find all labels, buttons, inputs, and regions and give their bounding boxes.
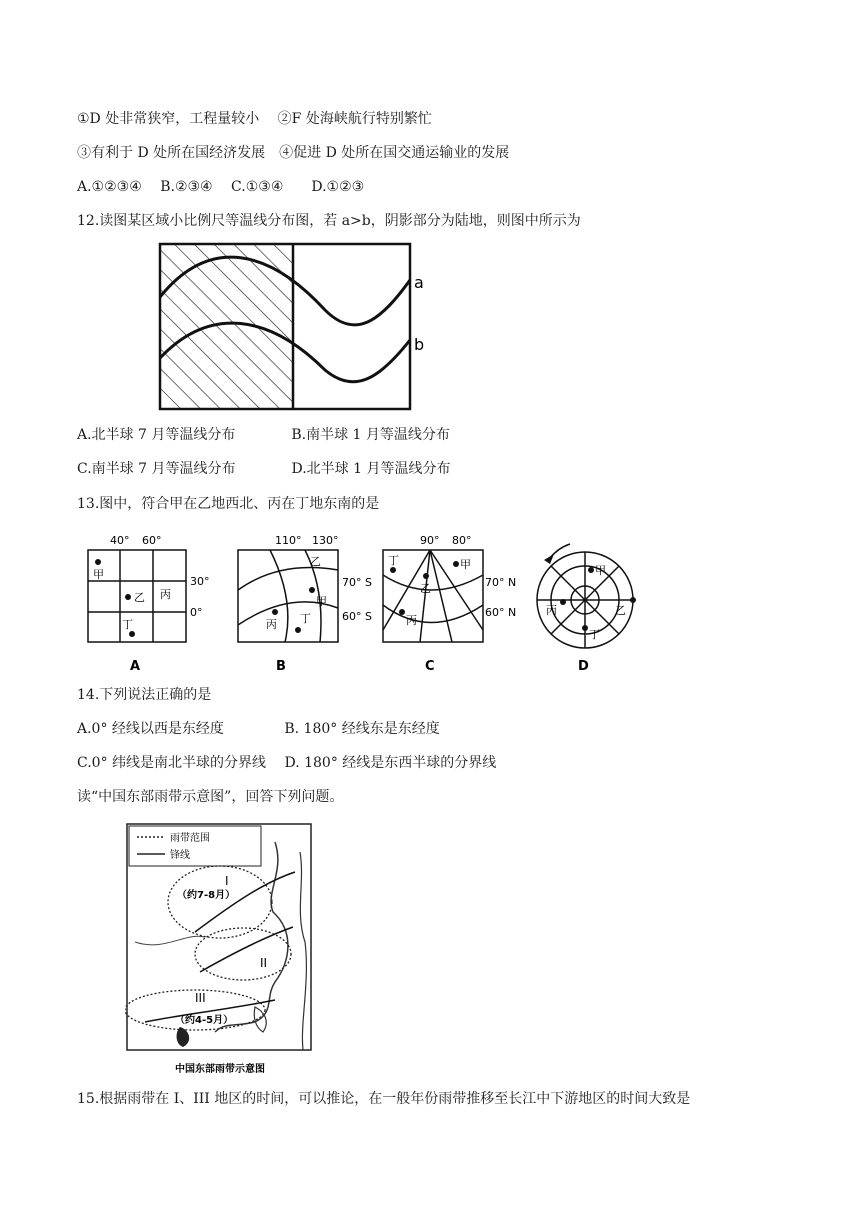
- svg-text:丙: 丙: [160, 588, 171, 601]
- option-line-1: ①D 处非常狭窄，工程量较小 ②F 处海峡航行特别繁忙: [77, 111, 432, 127]
- choice-14-cd: C.0° 纬线是南北半球的分界线 D. 180° 经线是东西半球的分界线: [77, 755, 497, 771]
- svg-text:110°: 110°: [275, 534, 302, 547]
- question-12: 12.读图某区域小比例尺等温线分布图，若 a>b，阴影部分为陆地，则图中所示为: [77, 213, 581, 229]
- svg-text:III: III: [195, 991, 206, 1005]
- svg-text:70° S: 70° S: [342, 576, 372, 589]
- choice-12-ab: A.北半球 7 月等温线分布 B.南半球 1 月等温线分布: [77, 427, 450, 443]
- svg-text:丙: 丙: [546, 604, 557, 617]
- choice-12-cd: C.南半球 7 月等温线分布 D.北半球 1 月等温线分布: [77, 461, 451, 477]
- svg-text:0°: 0°: [190, 606, 203, 619]
- svg-text:（约4-5月）: （约4-5月）: [175, 1015, 234, 1026]
- question-13: 13.图中，符合甲在乙地西北、丙在丁地东南的是: [77, 496, 380, 512]
- caption-C: C: [425, 659, 435, 674]
- svg-text:II: II: [260, 956, 268, 970]
- label-b: b: [414, 335, 425, 354]
- svg-text:90°: 90°: [420, 534, 440, 547]
- svg-text:乙: 乙: [310, 555, 321, 568]
- svg-text:70° N: 70° N: [485, 576, 517, 589]
- svg-text:丁: 丁: [122, 618, 133, 631]
- caption-A: A: [130, 659, 141, 674]
- map-caption: 中国东部雨带示意图: [175, 1064, 265, 1075]
- svg-text:丙: 丙: [406, 614, 417, 627]
- svg-text:丁: 丁: [300, 612, 311, 625]
- svg-text:60°: 60°: [142, 534, 162, 547]
- svg-text:乙: 乙: [134, 591, 145, 604]
- choice-14-ab: A.0° 经线以西是东经度 B. 180° 经线东是东经度: [77, 721, 440, 737]
- svg-text:锋线: 锋线: [170, 850, 190, 861]
- question-15: 15.根据雨带在 I、III 地区的时间，可以推论，在一般年份雨带推移至长江中下游地区的时间大致是: [77, 1091, 691, 1107]
- isotherm-figure: [150, 240, 440, 415]
- answer-choices-11: A.①②③④ B.②③④ C.①③④ D.①②③: [77, 179, 365, 195]
- svg-text:甲: 甲: [595, 564, 606, 577]
- svg-text:丁: 丁: [589, 628, 600, 641]
- svg-text:80°: 80°: [452, 534, 472, 547]
- svg-text:甲: 甲: [93, 568, 104, 581]
- svg-text:60° S: 60° S: [342, 610, 372, 623]
- rotation-arrow-icon: [544, 554, 554, 564]
- direction-figures: [80, 530, 660, 680]
- map-legend: [129, 826, 261, 866]
- svg-text:40°: 40°: [110, 534, 130, 547]
- svg-text:I: I: [225, 874, 229, 888]
- svg-text:（约7-8月）: （约7-8月）: [177, 890, 236, 901]
- label-a: a: [414, 273, 424, 292]
- svg-text:丙: 丙: [266, 618, 277, 631]
- caption-B: B: [276, 659, 286, 674]
- option-line-2: ③有利于 D 处所在国经济发展 ④促进 D 处所在国交通运输业的发展: [77, 145, 510, 161]
- svg-text:乙: 乙: [420, 582, 431, 595]
- svg-text:乙: 乙: [615, 604, 626, 617]
- svg-text:甲: 甲: [316, 595, 327, 608]
- rain-belt-map: [125, 822, 315, 1080]
- svg-text:雨带范围: 雨带范围: [170, 833, 210, 844]
- svg-text:130°: 130°: [312, 534, 339, 547]
- reading-prompt: 读“中国东部雨带示意图”，回答下列问题。: [77, 789, 344, 805]
- question-14: 14.下列说法正确的是: [77, 687, 212, 703]
- caption-D: D: [578, 659, 589, 674]
- svg-text:60° N: 60° N: [485, 606, 517, 619]
- svg-text:甲: 甲: [460, 558, 471, 571]
- svg-text:30°: 30°: [190, 575, 210, 588]
- svg-text:丁: 丁: [388, 554, 399, 567]
